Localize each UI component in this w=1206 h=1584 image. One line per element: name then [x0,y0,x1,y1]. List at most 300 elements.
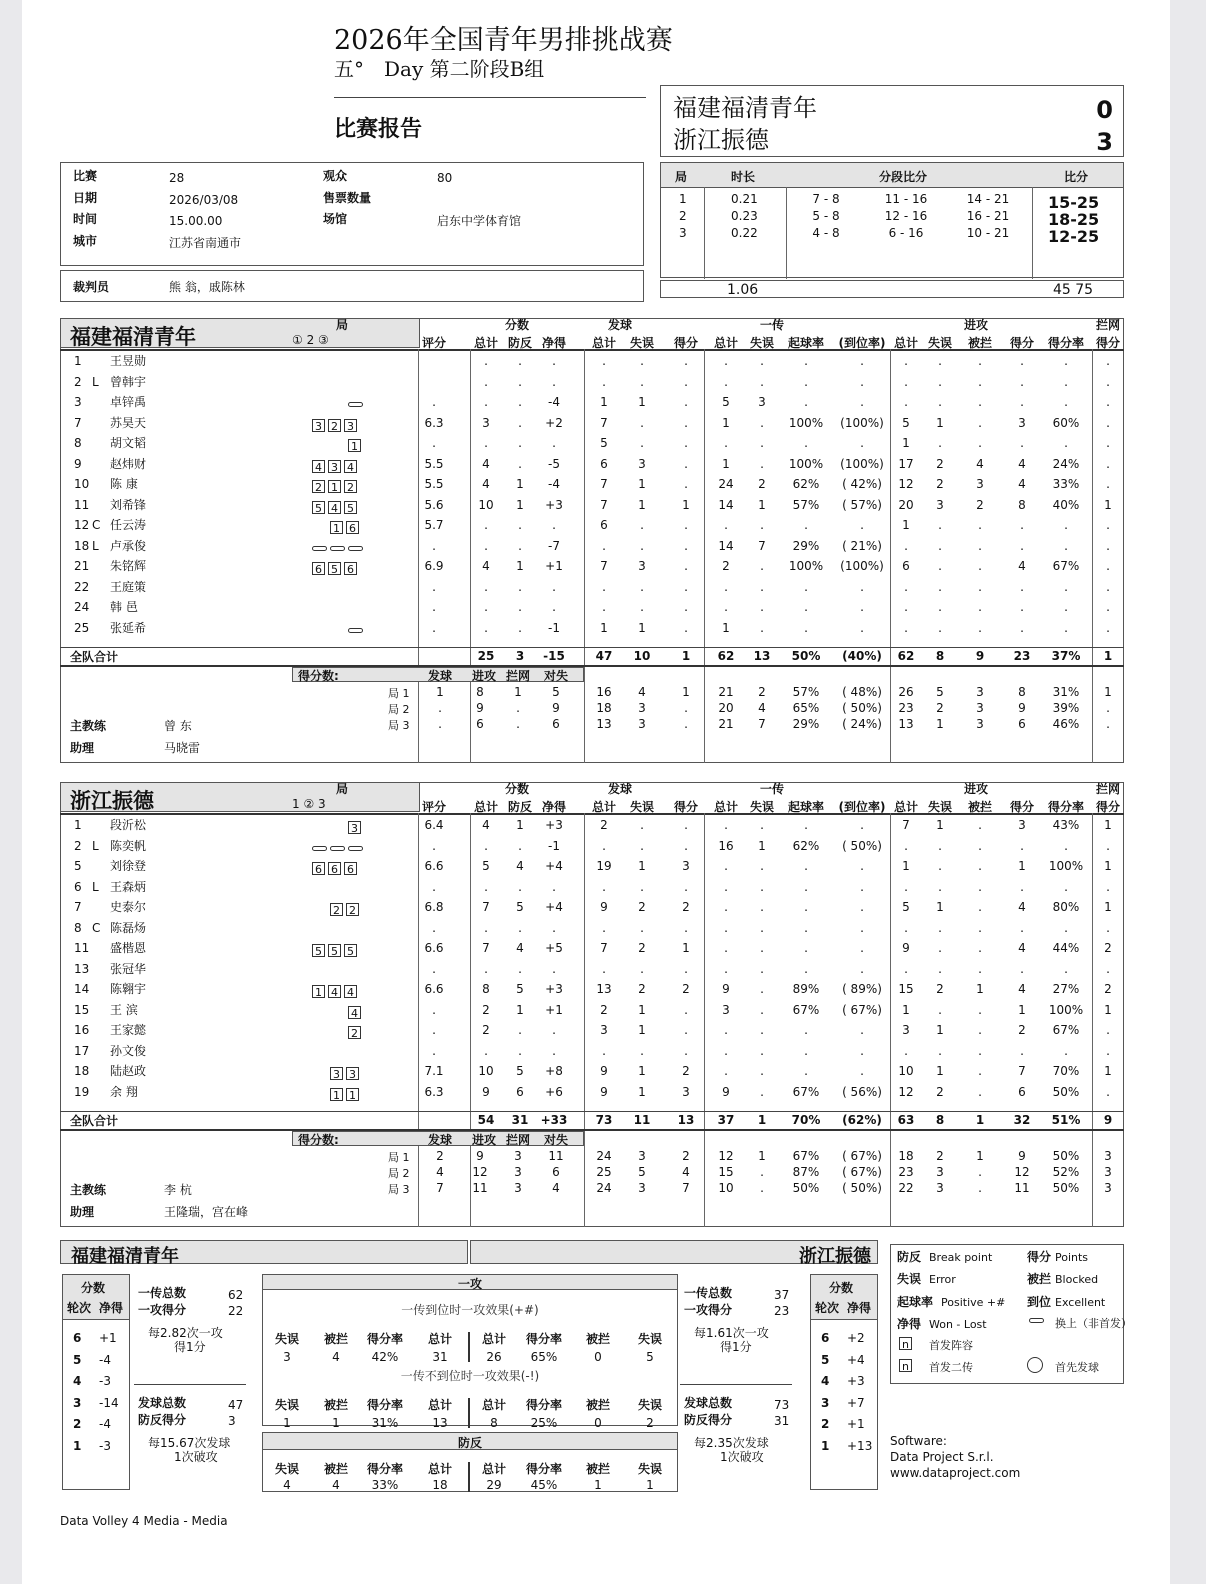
stat-cell: 2 [600,818,608,832]
stat-cell: . [760,1023,764,1037]
set-duration: 0.22 [731,226,758,240]
stat-cell: 5 [600,436,608,450]
rot-head-net: 净得 [99,1301,124,1315]
stat-cell: 100% [788,456,824,471]
starting-position-box: 6 [328,862,341,875]
stat-cell: 100% [788,415,824,430]
stat-cell: . [938,1002,942,1017]
points-label: 得分数: [298,669,339,683]
stat-cell: . [978,436,982,450]
player-number: 10 [74,477,90,491]
total-cell: 31 [511,1113,529,1127]
coach-label: 主教练 [70,1183,107,1197]
stat-cell: 5 [902,415,910,430]
stat-cell: 5.5 [424,477,444,491]
mid-divider [468,1332,470,1362]
stat-cell: 6 [600,456,608,471]
stat-cell: . [1106,559,1110,573]
stat-cell: 9 [722,1084,730,1099]
set-stat-cell: . [1106,717,1110,731]
stat-cell: 6 [902,559,910,573]
stat-cell: . [978,518,982,532]
stat-cell: 15 [898,982,914,996]
player-role: L [92,538,99,553]
stat-cell: 2 [1104,982,1112,996]
rotation-net: -3 [99,1374,111,1388]
stat-cell: 2 [1104,941,1112,955]
stat-cell: 5.5 [424,456,444,471]
player-name: 韩 邑 [110,600,138,614]
stat-value: 73 [774,1398,790,1412]
stat-cell: . [1106,961,1110,976]
total-cell: (62%) [842,1113,882,1127]
player-name: 卢承俊 [110,538,147,553]
legend-key-points: 得分 [1027,1250,1052,1264]
stat-cell: . [804,620,808,635]
mid-value: 5 [646,1350,654,1364]
total-duration: 1.06 [727,282,759,298]
value-venue: 启东中学体育馆 [437,214,522,228]
stat-cell: . [804,1043,808,1058]
stat-cell: . [1020,920,1024,935]
stat-cell: 67% [792,1002,820,1017]
stat-cell: . [978,818,982,832]
set-stat-cell: 8 [1018,685,1026,699]
player-name: 余 翔 [110,1084,138,1099]
player-number: 24 [74,600,90,614]
player-sets [348,394,366,413]
stat-cell: . [484,579,488,594]
points-head: 拦网 [505,1133,530,1147]
total-cell: 1 [975,1113,985,1127]
stat-cell: . [1106,415,1110,430]
stat-cell: (100%) [840,456,884,471]
set-number: 3 [679,226,687,240]
stat-value: 23 [774,1304,790,1318]
stat-cell: . [760,600,764,614]
stat-cell: 3 [682,859,690,873]
stat-cell: . [1106,620,1110,635]
starting-setter-icon: n [899,1359,912,1372]
stat-cell: . [804,395,808,409]
stat-cell: 1 [1104,497,1112,512]
player-number: 8 [74,920,82,935]
player-name: 陈 康 [110,477,138,491]
stat-cell: . [1020,1043,1024,1058]
stat-cell: . [760,620,764,635]
column-header-tot: 总计 [893,336,918,350]
set-stat-cell: 10 [718,1181,734,1195]
stat-cell: . [760,354,764,368]
player-name: 刘希锋 [110,497,147,512]
player-number: 1 [74,818,82,832]
stat-cell: . [724,518,728,532]
stat-cell: ( 42%) [842,477,882,491]
stat-cell: . [760,415,764,430]
stat-cell: 6 [516,1084,524,1099]
starting-position-box: 1 [312,985,325,998]
rotation-number: 3 [73,1395,82,1410]
stat-cell: . [484,518,488,532]
column-header-exc: (到位率) [838,336,886,350]
stat-cell: +3 [545,818,563,832]
total-cell: 62 [717,649,735,663]
player-number: 25 [74,620,90,635]
stat-cell: . [552,518,556,532]
stat-cell: . [1106,838,1110,853]
stat-cell: . [684,1023,688,1037]
stat-cell: 5 [516,1064,524,1078]
total-cell: 13 [677,1113,695,1127]
stat-cell: . [724,859,728,873]
set-stat-cell: 3 [638,1181,646,1195]
stat-cell: 100% [1048,859,1084,873]
player-number: 2 [74,838,82,853]
player-number: 19 [74,1084,90,1099]
rotation-net: -4 [99,1352,111,1367]
starting-position-box: 1 [348,439,361,452]
set-stat-cell: ( 67%) [842,1149,882,1163]
stat-cell: . [804,354,808,368]
player-role: L [92,879,99,894]
stat-cell: . [684,354,688,368]
points-head: 对失 [543,669,568,683]
set-partial-1: 5 - 8 [812,209,840,223]
set-partial-1: 4 - 8 [812,226,840,240]
total-cell: 1 [681,649,691,663]
rotation-net: +2 [847,1331,865,1345]
label-referees: 裁判员 [73,280,110,294]
totals-label: 全队合计 [70,1114,119,1128]
total-cell: 23 [1013,649,1031,663]
stat-cell: . [432,600,436,614]
stat-cell: 89% [792,982,820,996]
stat-cell: . [1064,579,1068,594]
stat-cell: . [684,1043,688,1058]
stat-cell: 1 [936,1023,944,1037]
column-header-pos: 起球率 [787,336,824,350]
stat-cell: 27% [1052,982,1080,996]
stat-cell: . [552,579,556,594]
player-number: 18 [74,538,90,553]
column-header-serve: 发球 [607,782,632,796]
stat-cell: . [804,920,808,935]
team-name: 福建福清青年 [70,325,196,349]
stat-cell: 1 [516,559,524,573]
stat-cell: . [724,920,728,935]
rotation-net: -4 [99,1417,111,1431]
total-cell: 63 [897,1113,915,1127]
set-points-cell: 8 [476,685,484,699]
mid-value: 4 [332,1350,340,1364]
mid-head: 被拦 [585,1332,610,1346]
stat-cell: 4 [1018,900,1026,914]
stat-cell: . [904,354,908,368]
column-header-err: 失误 [927,800,952,814]
set-stat-cell: 13 [898,717,914,731]
label-date: 日期 [73,191,98,205]
stat-cell: 7 [600,497,608,512]
stat-cell: 2 [638,982,646,996]
total-cell: 25 [477,649,495,663]
stat-cell: . [684,456,688,471]
total-cell: 62 [897,649,915,663]
stat-cell: 7 [902,818,910,832]
player-number: 18 [74,1064,90,1078]
stat-cell: . [602,879,606,894]
column-header-wl: 净得 [541,800,566,814]
mid-head: 被拦 [323,1462,348,1476]
stat-cell: . [1106,579,1110,594]
stat-cell: . [904,374,908,389]
stat-cell: . [552,354,556,368]
report-subtitle: 五° Day 第二阶段B组 [334,57,545,81]
starting-position-box: 2 [348,1026,361,1039]
stat-cell: 1 [600,620,608,635]
stat-cell: . [684,538,688,553]
column-divider [418,813,419,1227]
player-number: 22 [74,579,90,594]
starting-position-box: 3 [312,419,325,432]
stat-cell: . [1064,518,1068,532]
stat-label: 发球总数 [684,1396,733,1410]
coach-name: 曾 东 [164,719,192,733]
mid-value: 2 [646,1416,654,1430]
stat-cell: 1 [638,859,646,873]
starting-position-box: 5 [344,501,357,514]
starting-position-box: 2 [346,903,359,916]
set-stat-cell: 65% [792,701,820,715]
stat-cell: . [804,879,808,894]
totals-underline [60,665,1124,667]
totals-label: 全队合计 [70,650,119,664]
legend-val-blocked: Blocked [1055,1273,1099,1286]
legend-val-points: Points [1055,1251,1089,1264]
stat-cell: 5 [482,859,490,873]
stat-cell: . [860,879,864,894]
stat-cell: . [1020,961,1024,976]
stat-cell: . [938,859,942,873]
stat-cell: 67% [1052,1023,1080,1037]
away-rotation-box [810,1274,878,1490]
column-header-points: 分数 [504,782,529,796]
summary-home-name: 福建福清青年 [71,1246,179,1267]
set-stat-cell: ( 24%) [842,717,882,731]
assistant-name: 马晓雷 [164,741,201,755]
set-row-label: 局 2 [388,703,410,716]
column-header-pos: 起球率 [787,800,824,814]
rot-title: 分数 [81,1281,106,1295]
stat-cell: +3 [545,982,563,996]
player-number: 3 [74,395,82,409]
set-stat-cell: 31% [1052,685,1080,699]
mid-value: 1 [283,1416,291,1430]
match-report-sheet [22,0,1170,1584]
rotation-number: 2 [73,1417,82,1431]
stat-cell: 67% [792,1084,820,1099]
substitute-icon [1029,1318,1044,1323]
rotation-net: +1 [99,1331,117,1345]
stat-cell: 1 [722,620,730,635]
legend-val-positive: Positive +# [941,1296,1006,1309]
legend-key-net: 净得 [897,1317,922,1331]
stat-cell: . [1020,395,1024,409]
set-marks: ① 2 ③ [292,333,329,347]
breakpoint-title: 防反 [457,1436,482,1450]
set-stat-cell: . [978,1165,982,1179]
player-sets [312,415,360,434]
player-number: 8 [74,436,82,450]
stat-cell: . [804,961,808,976]
player-sets [348,620,366,639]
stat-cell: 3 [1018,415,1026,430]
mid-value: 65% [530,1350,558,1364]
stat-cell: . [432,838,436,853]
mid-head: 被拦 [585,1462,610,1476]
player-sets [330,1084,362,1103]
mid-head: 总计 [481,1398,506,1412]
mid-head: 总计 [427,1332,452,1346]
stat-cell: . [518,920,522,935]
stat-cell: 9 [482,1084,490,1099]
stat-cell: 2 [682,1064,690,1078]
stat-cell: 14 [718,538,734,553]
stat-cell: . [684,818,688,832]
stat-cell: . [860,920,864,935]
stat-cell: 43% [1052,818,1080,832]
starting-position-box: 5 [312,501,325,514]
stat-cell: . [1106,600,1110,614]
set-stat-cell: 9 [1018,1149,1026,1163]
stat-label: 一传总数 [138,1286,187,1300]
stat-cell: . [1106,456,1110,471]
stat-cell: . [860,395,864,409]
stat-cell: . [1106,436,1110,450]
coach-name: 李 杭 [164,1183,192,1197]
set-number: 2 [679,209,687,223]
stat-cell: . [1106,518,1110,532]
set-points-cell: 1 [436,685,444,699]
stat-cell: 67% [1052,559,1080,573]
stat-cell: 100% [1048,1002,1084,1017]
player-sets [312,456,360,475]
starting-position-box: 3 [346,1067,359,1080]
stat-cell: . [1106,477,1110,491]
stat-cell: . [552,600,556,614]
stat-cell: . [552,879,556,894]
stat-cell: . [938,961,942,976]
stat-cell: -1 [548,620,560,635]
column-header-pts: 得分 [673,800,698,814]
player-number: 2 [74,374,82,389]
stat-cell: . [804,941,808,955]
stat-cell: 2 [600,1002,608,1017]
rotation-number: 5 [821,1352,830,1367]
stat-cell: . [640,600,644,614]
total-score: 45 75 [1053,282,1094,298]
stat-cell: 70% [1052,1064,1080,1078]
stat-cell: . [518,879,522,894]
mid-head: 得分率 [366,1462,403,1476]
stat-cell: . [1020,838,1024,853]
stat-cell: 1 [976,982,984,996]
column-header-set: 局 [335,782,348,796]
stat-cell: . [640,1043,644,1058]
set-stat-cell: 18 [596,701,612,715]
stat-cell: . [1106,1084,1110,1099]
rotation-number: 2 [821,1417,830,1431]
stat-cell: . [904,600,908,614]
stat-cell: 2 [638,900,646,914]
set-duration: 0.21 [731,192,758,206]
legend-val-error: Error [929,1273,956,1286]
stat-cell: ( 56%) [842,1084,882,1099]
sets-head-partial: 分段比分 [879,170,928,184]
starting-position-box: 1 [346,1088,359,1101]
stat-cell: . [978,941,982,955]
set-stat-cell: 2 [936,701,944,715]
column-header-pct: 得分率 [1047,336,1084,350]
stat-label: 一攻得分 [684,1303,733,1317]
stat-cell: . [1020,374,1024,389]
total-cell: 1 [1103,649,1113,663]
stat-cell: 2 [758,477,766,491]
stat-cell: . [484,620,488,635]
stat-cell: . [760,1002,764,1017]
total-cell: 8 [935,1113,945,1127]
stat-cell: . [484,961,488,976]
legend-val-starting: 首发阵容 [929,1339,973,1352]
sets-head-duration: 时长 [731,170,756,184]
stat-cell: 2 [722,559,730,573]
stat-cell: 5 [722,395,730,409]
stat-cell: 4 [1018,941,1026,955]
stat-cell: . [640,879,644,894]
set-stat-cell: 24 [596,1181,612,1195]
stat-cell: . [904,961,908,976]
stat-note: 1次破攻 [174,1450,218,1464]
set-stat-cell: 1 [936,717,944,731]
set-points-cell: . [516,701,520,715]
total-cell: +33 [540,1113,568,1127]
rotation-number: 4 [73,1374,82,1388]
stat-cell: . [684,374,688,389]
stat-cell: . [1064,620,1068,635]
stat-cell: . [684,579,688,594]
stat-cell: . [860,620,864,635]
stat-cell: . [1020,600,1024,614]
stat-cell: . [938,620,942,635]
mid-divider [468,1462,470,1492]
stat-cell: . [518,395,522,409]
stat-cell: . [484,538,488,553]
player-sets [330,517,362,536]
stat-cell: . [938,600,942,614]
stat-cell: . [1106,920,1110,935]
stat-cell: . [978,961,982,976]
stat-cell: 16 [718,838,734,853]
set-points-cell: 12 [472,1165,488,1179]
legend-key-error: 失误 [897,1272,922,1286]
stat-cell: . [804,436,808,450]
mid-head: 失误 [274,1332,299,1346]
stat-cell: 1 [638,497,646,512]
stat-cell: 4 [1018,559,1026,573]
home-rotation-box [62,1274,130,1490]
stat-cell: . [640,818,644,832]
stat-cell: 1 [516,477,524,491]
stat-cell: . [724,1023,728,1037]
